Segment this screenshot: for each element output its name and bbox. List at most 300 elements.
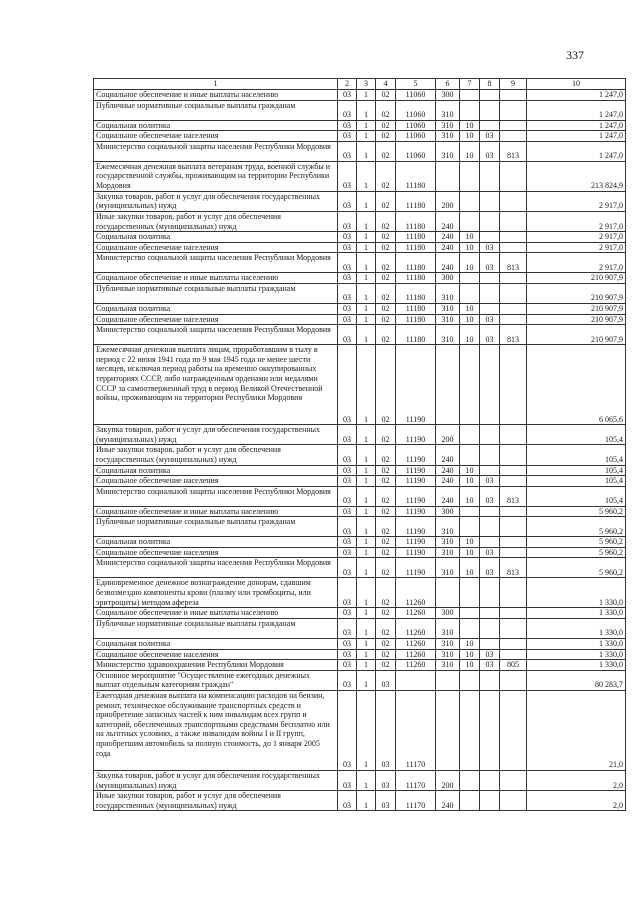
row-code-cell: 03 [376, 791, 396, 811]
row-code-cell: 240 [436, 232, 460, 243]
row-code-cell: 11190 [396, 537, 436, 548]
row-name-cell: Иные закупки товаров, работ и услуг для обеспечения государственных (муниципальных) нужд [94, 791, 338, 811]
row-code-cell: 2 917,0 [527, 211, 626, 231]
row-code-cell: 11180 [396, 253, 436, 273]
row-code-cell: 105,4 [527, 465, 626, 476]
row-code-cell: 03 [338, 141, 357, 161]
row-code-cell: 03 [338, 253, 357, 273]
row-code-cell: 10 [460, 547, 480, 558]
row-code-cell: 03 [480, 242, 500, 253]
row-code-cell: 02 [376, 639, 396, 650]
row-code-cell [460, 506, 480, 517]
row-code-cell: 03 [338, 506, 357, 517]
row-code-cell: 1 330,0 [527, 639, 626, 650]
row-code-cell: 200 [436, 771, 460, 791]
row-code-cell: 03 [338, 486, 357, 506]
row-code-cell: 11060 [396, 131, 436, 142]
row-code-cell [480, 283, 500, 303]
row-code-cell: 11260 [396, 660, 436, 671]
row-name-cell: Социальное обеспечение и иные выплаты населению [94, 90, 338, 101]
row-code-cell [500, 670, 527, 690]
row-code-cell: 310 [436, 325, 460, 345]
row-code-cell: 03 [480, 476, 500, 487]
row-code-cell [500, 537, 527, 548]
row-code-cell: 1 [357, 90, 376, 101]
row-code-cell: 11060 [396, 120, 436, 131]
row-code-cell: 02 [376, 283, 396, 303]
row-name-cell: Закупка товаров, работ и услуг для обеспечения государственных (муниципальных) нужд [94, 771, 338, 791]
row-code-cell: 1 [357, 547, 376, 558]
row-code-cell [460, 90, 480, 101]
row-code-cell [500, 90, 527, 101]
row-code-cell [396, 670, 436, 690]
table-row [94, 273, 626, 284]
row-name-cell: Ежемесячная денежная выплата ветеранам труда, военной службы и государственной службы, проживающим на территории Республики Мордовия [94, 161, 338, 191]
header-cell: 6 [436, 79, 460, 90]
row-name-cell: Социальное обеспечение населения [94, 131, 338, 142]
row-code-cell: 1 247,0 [527, 141, 626, 161]
row-code-cell: 11180 [396, 303, 436, 314]
row-code-cell [436, 161, 460, 191]
row-code-cell [500, 242, 527, 253]
row-code-cell: 1 247,0 [527, 131, 626, 142]
row-code-cell [500, 425, 527, 445]
row-code-cell: 02 [376, 242, 396, 253]
row-code-cell [480, 345, 500, 425]
table-row [94, 283, 626, 303]
row-code-cell: 105,4 [527, 445, 626, 465]
row-code-cell [500, 273, 527, 284]
row-code-cell [500, 465, 527, 476]
row-code-cell: 11190 [396, 476, 436, 487]
row-code-cell: 310 [436, 303, 460, 314]
row-code-cell: 105,4 [527, 486, 626, 506]
row-code-cell: 813 [500, 558, 527, 578]
table-row [94, 619, 626, 639]
row-name-cell: Социальное обеспечение населения [94, 314, 338, 325]
row-code-cell: 02 [376, 465, 396, 476]
row-code-cell: 2 917,0 [527, 253, 626, 273]
row-code-cell: 10 [460, 120, 480, 131]
row-code-cell: 1 [357, 242, 376, 253]
row-code-cell: 210 907,9 [527, 273, 626, 284]
row-code-cell: 240 [436, 211, 460, 231]
row-name-cell: Публичные нормативные социальные выплаты гражданам [94, 283, 338, 303]
row-code-cell: 11260 [396, 639, 436, 650]
row-code-cell [500, 283, 527, 303]
row-code-cell [460, 211, 480, 231]
row-code-cell: 02 [376, 303, 396, 314]
row-name-cell: Министерство здравоохранения Республики Мордовия [94, 660, 338, 671]
row-code-cell: 11260 [396, 619, 436, 639]
row-code-cell: 1 247,0 [527, 90, 626, 101]
row-code-cell [480, 425, 500, 445]
row-code-cell [480, 537, 500, 548]
row-code-cell: 03 [338, 211, 357, 231]
page-number: 337 [566, 48, 584, 62]
row-code-cell: 1 [357, 303, 376, 314]
row-code-cell: 1 330,0 [527, 619, 626, 639]
row-name-cell: Социальное обеспечение населения [94, 547, 338, 558]
row-code-cell: 1 [357, 537, 376, 548]
row-code-cell: 1 [357, 100, 376, 120]
row-code-cell: 1 [357, 345, 376, 425]
row-code-cell [500, 232, 527, 243]
row-code-cell: 02 [376, 161, 396, 191]
row-code-cell: 03 [480, 649, 500, 660]
row-code-cell [500, 771, 527, 791]
row-name-cell: Социальная политика [94, 537, 338, 548]
row-code-cell: 310 [436, 131, 460, 142]
table-row [94, 314, 626, 325]
row-name-cell: Основное мероприятие "Осуществление ежегодных денежных выплат отдельным категориям граждан" [94, 670, 338, 690]
row-code-cell [460, 100, 480, 120]
row-code-cell [460, 273, 480, 284]
row-name-cell: Социальное обеспечение населения [94, 649, 338, 660]
row-code-cell: 1 [357, 211, 376, 231]
row-code-cell: 1 [357, 558, 376, 578]
header-cell: 5 [396, 79, 436, 90]
row-code-cell: 11260 [396, 578, 436, 608]
row-code-cell: 03 [338, 120, 357, 131]
row-code-cell: 02 [376, 476, 396, 487]
row-code-cell: 02 [376, 517, 396, 537]
row-code-cell: 03 [338, 608, 357, 619]
row-code-cell: 11260 [396, 608, 436, 619]
row-code-cell [436, 691, 460, 771]
row-code-cell [500, 445, 527, 465]
row-code-cell [460, 345, 480, 425]
row-code-cell: 1 330,0 [527, 660, 626, 671]
row-code-cell: 03 [338, 670, 357, 690]
row-code-cell: 5 960,2 [527, 506, 626, 517]
row-code-cell: 5 960,2 [527, 537, 626, 548]
row-code-cell [500, 547, 527, 558]
row-code-cell: 240 [436, 476, 460, 487]
row-code-cell [500, 161, 527, 191]
row-name-cell: Министерство социальной защиты населения Республики Мордовия [94, 325, 338, 345]
row-code-cell [500, 100, 527, 120]
table-row [94, 465, 626, 476]
row-code-cell: 10 [460, 537, 480, 548]
row-code-cell [480, 100, 500, 120]
row-code-cell: 210 907,9 [527, 325, 626, 345]
row-code-cell: 240 [436, 791, 460, 811]
row-code-cell: 1 [357, 465, 376, 476]
row-code-cell: 02 [376, 425, 396, 445]
row-code-cell: 02 [376, 345, 396, 425]
table-row [94, 791, 626, 811]
row-code-cell: 1 [357, 273, 376, 284]
row-code-cell: 310 [436, 314, 460, 325]
row-code-cell: 11190 [396, 445, 436, 465]
row-code-cell: 1 330,0 [527, 578, 626, 608]
row-name-cell: Социальная политика [94, 232, 338, 243]
row-code-cell: 03 [338, 161, 357, 191]
row-code-cell: 11190 [396, 506, 436, 517]
row-code-cell: 11060 [396, 141, 436, 161]
row-code-cell: 200 [436, 425, 460, 445]
row-code-cell [500, 639, 527, 650]
row-code-cell: 2 917,0 [527, 232, 626, 243]
row-code-cell: 03 [480, 131, 500, 142]
row-code-cell: 11260 [396, 649, 436, 660]
row-code-cell: 02 [376, 325, 396, 345]
row-code-cell: 11180 [396, 232, 436, 243]
row-code-cell [480, 120, 500, 131]
row-code-cell: 03 [338, 619, 357, 639]
row-code-cell: 805 [500, 660, 527, 671]
row-code-cell: 03 [338, 578, 357, 608]
row-code-cell: 1 [357, 691, 376, 771]
row-code-cell: 1 [357, 476, 376, 487]
row-code-cell: 1 [357, 670, 376, 690]
header-cell: 9 [500, 79, 527, 90]
row-code-cell: 11180 [396, 314, 436, 325]
row-code-cell: 310 [436, 120, 460, 131]
row-code-cell [480, 608, 500, 619]
row-name-cell: Социальное обеспечение населения [94, 476, 338, 487]
row-code-cell [500, 345, 527, 425]
row-code-cell: 105,4 [527, 425, 626, 445]
row-code-cell [460, 161, 480, 191]
row-code-cell: 10 [460, 253, 480, 273]
table-row [94, 578, 626, 608]
row-code-cell: 11190 [396, 547, 436, 558]
row-code-cell: 03 [338, 558, 357, 578]
header-cell: 10 [527, 79, 626, 90]
row-code-cell: 210 907,9 [527, 283, 626, 303]
table-row [94, 649, 626, 660]
row-code-cell [480, 578, 500, 608]
table-row [94, 120, 626, 131]
row-code-cell: 1 [357, 578, 376, 608]
row-code-cell [480, 161, 500, 191]
row-code-cell: 240 [436, 445, 460, 465]
row-code-cell: 03 [338, 517, 357, 537]
row-code-cell: 03 [338, 283, 357, 303]
row-code-cell [480, 303, 500, 314]
row-name-cell: Социальная политика [94, 303, 338, 314]
table-row [94, 303, 626, 314]
row-code-cell: 1 [357, 619, 376, 639]
row-code-cell: 1 [357, 445, 376, 465]
table-row [94, 639, 626, 650]
row-code-cell: 03 [338, 303, 357, 314]
row-name-cell: Публичные нормативные социальные выплаты гражданам [94, 100, 338, 120]
row-name-cell: Иные закупки товаров, работ и услуг для обеспечения государственных (муниципальных) нужд [94, 211, 338, 231]
row-code-cell [500, 691, 527, 771]
row-code-cell: 02 [376, 547, 396, 558]
row-code-cell: 03 [338, 273, 357, 284]
row-code-cell: 10 [460, 141, 480, 161]
row-code-cell: 03 [338, 465, 357, 476]
row-code-cell: 813 [500, 253, 527, 273]
row-code-cell [480, 791, 500, 811]
row-code-cell [460, 283, 480, 303]
row-code-cell: 03 [338, 649, 357, 660]
row-code-cell [480, 670, 500, 690]
row-code-cell [460, 191, 480, 211]
row-code-cell [500, 131, 527, 142]
row-code-cell: 1 330,0 [527, 608, 626, 619]
row-code-cell: 03 [338, 771, 357, 791]
row-code-cell: 210 907,9 [527, 314, 626, 325]
row-code-cell: 11190 [396, 345, 436, 425]
row-code-cell: 310 [436, 660, 460, 671]
row-code-cell: 02 [376, 191, 396, 211]
row-code-cell: 03 [480, 660, 500, 671]
row-code-cell: 10 [460, 325, 480, 345]
row-code-cell: 1 [357, 161, 376, 191]
row-code-cell: 1 [357, 649, 376, 660]
row-code-cell: 240 [436, 486, 460, 506]
row-code-cell: 11060 [396, 90, 436, 101]
row-code-cell: 02 [376, 273, 396, 284]
row-code-cell: 03 [338, 191, 357, 211]
row-code-cell: 1 [357, 314, 376, 325]
row-code-cell [500, 303, 527, 314]
row-name-cell: Единовременное денежное вознаграждение донорам, сдавшим безвозмездно компоненты крови (плазму или тромбоциты, или эритроциты) методом афереза [94, 578, 338, 608]
row-name-cell: Социальное обеспечение и иные выплаты населению [94, 506, 338, 517]
row-code-cell: 03 [338, 325, 357, 345]
row-code-cell: 03 [338, 537, 357, 548]
budget-table [93, 78, 626, 811]
row-code-cell: 310 [436, 547, 460, 558]
row-code-cell: 310 [436, 100, 460, 120]
header-cell: 2 [338, 79, 357, 90]
row-name-cell: Ежегодная денежная выплата на компенсацию расходов на бензин, ремонт, техническое обслуживание транспортных средств и приобретение запасных частей к ним инвалидам всех групп и категорий, обеспеченных транспортными средствами бесплатно или на льготных условиях, а также инвалидам войны I и II групп, приобретшим автомобиль за полную стоимость, до 1 января 2005 года [94, 691, 338, 771]
row-code-cell: 02 [376, 211, 396, 231]
row-code-cell: 03 [338, 345, 357, 425]
row-code-cell: 03 [338, 131, 357, 142]
row-code-cell [480, 517, 500, 537]
row-code-cell: 1 247,0 [527, 100, 626, 120]
row-code-cell [480, 619, 500, 639]
row-code-cell: 03 [338, 314, 357, 325]
row-code-cell: 02 [376, 660, 396, 671]
row-code-cell: 813 [500, 486, 527, 506]
table-row [94, 558, 626, 578]
row-name-cell: Министерство социальной защиты населения Республики Мордовия [94, 558, 338, 578]
table-row [94, 691, 626, 771]
table-row [94, 425, 626, 445]
row-code-cell: 1 [357, 141, 376, 161]
row-code-cell: 1 [357, 253, 376, 273]
row-code-cell: 5 960,2 [527, 517, 626, 537]
row-code-cell: 02 [376, 578, 396, 608]
row-code-cell: 11180 [396, 325, 436, 345]
row-code-cell: 105,4 [527, 476, 626, 487]
table-row [94, 131, 626, 142]
row-code-cell: 02 [376, 120, 396, 131]
row-code-cell: 1 [357, 639, 376, 650]
row-code-cell: 02 [376, 232, 396, 243]
row-code-cell: 10 [460, 649, 480, 660]
row-code-cell [460, 791, 480, 811]
row-code-cell: 11170 [396, 771, 436, 791]
table-row [94, 100, 626, 120]
row-code-cell: 10 [460, 314, 480, 325]
row-name-cell: Социальное обеспечение и иные выплаты населению [94, 608, 338, 619]
row-code-cell [460, 578, 480, 608]
row-code-cell [500, 608, 527, 619]
table-row [94, 537, 626, 548]
row-code-cell: 1 [357, 791, 376, 811]
row-code-cell [460, 619, 480, 639]
row-code-cell: 10 [460, 303, 480, 314]
row-code-cell: 03 [480, 325, 500, 345]
row-code-cell [480, 445, 500, 465]
row-code-cell: 02 [376, 486, 396, 506]
row-code-cell: 6 065,6 [527, 345, 626, 425]
row-code-cell [480, 691, 500, 771]
row-name-cell: Публичные нормативные социальные выплаты гражданам [94, 619, 338, 639]
row-code-cell: 813 [500, 141, 527, 161]
row-code-cell: 240 [436, 465, 460, 476]
row-code-cell: 300 [436, 506, 460, 517]
row-code-cell: 02 [376, 619, 396, 639]
row-code-cell: 2,0 [527, 791, 626, 811]
row-code-cell [500, 791, 527, 811]
row-code-cell: 02 [376, 90, 396, 101]
row-code-cell [436, 578, 460, 608]
row-name-cell: Министерство социальной защиты населения Республики Мордовия [94, 141, 338, 161]
header-cell: 3 [357, 79, 376, 90]
header-cell: 4 [376, 79, 396, 90]
row-code-cell: 03 [338, 791, 357, 811]
row-code-cell: 2 917,0 [527, 191, 626, 211]
table-row [94, 547, 626, 558]
row-code-cell [436, 345, 460, 425]
row-code-cell [460, 445, 480, 465]
row-code-cell: 10 [460, 486, 480, 506]
row-code-cell: 03 [338, 90, 357, 101]
row-code-cell: 02 [376, 314, 396, 325]
row-code-cell: 1 [357, 120, 376, 131]
row-code-cell: 10 [460, 660, 480, 671]
row-code-cell: 1 247,0 [527, 120, 626, 131]
table-row [94, 608, 626, 619]
row-code-cell: 5 960,2 [527, 547, 626, 558]
row-code-cell [500, 578, 527, 608]
row-code-cell: 10 [460, 639, 480, 650]
row-code-cell: 10 [460, 476, 480, 487]
row-name-cell: Социальное обеспечение и иные выплаты населению [94, 273, 338, 284]
row-code-cell: 11190 [396, 517, 436, 537]
row-code-cell [480, 232, 500, 243]
row-code-cell: 10 [460, 131, 480, 142]
row-code-cell: 11190 [396, 465, 436, 476]
row-name-cell: Социальная политика [94, 465, 338, 476]
row-code-cell [500, 211, 527, 231]
row-code-cell: 10 [460, 242, 480, 253]
row-code-cell [500, 476, 527, 487]
row-code-cell: 11180 [396, 283, 436, 303]
row-code-cell: 03 [376, 691, 396, 771]
table-row [94, 670, 626, 690]
row-code-cell: 310 [436, 141, 460, 161]
row-code-cell: 11180 [396, 273, 436, 284]
row-code-cell: 240 [436, 242, 460, 253]
row-code-cell [436, 670, 460, 690]
row-name-cell: Иные закупки товаров, работ и услуг для обеспечения государственных (муниципальных) нужд [94, 445, 338, 465]
row-name-cell: Социальное обеспечение населения [94, 242, 338, 253]
row-code-cell: 213 824,9 [527, 161, 626, 191]
row-code-cell: 03 [480, 558, 500, 578]
row-name-cell: Закупка товаров, работ и услуг для обеспечения государственных (муниципальных) нужд [94, 425, 338, 445]
row-code-cell [500, 649, 527, 660]
